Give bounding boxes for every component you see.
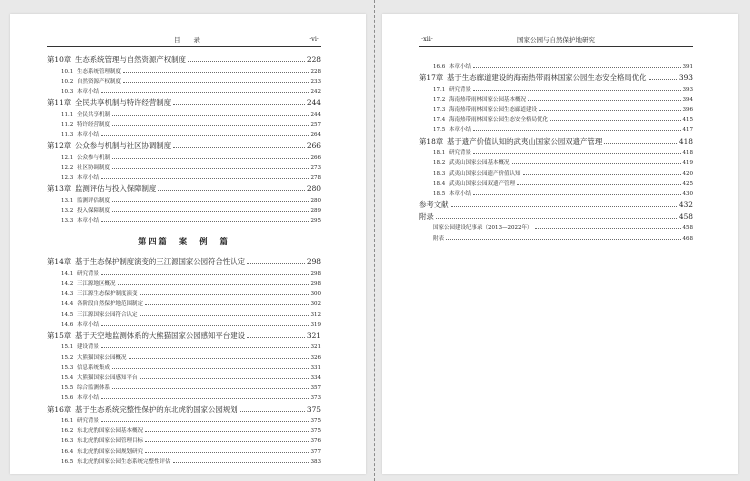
entry-title: 监测评估制度 xyxy=(77,197,111,204)
entry-page-number: 393 xyxy=(678,73,693,83)
entry-page-number: 432 xyxy=(678,200,693,210)
entry-number: 12.3 xyxy=(61,175,74,181)
toc-entry-section xyxy=(47,342,321,352)
entry-title: 武夷山国家公园遗产价值认知 xyxy=(449,170,521,177)
toc-entry-sub xyxy=(419,234,693,245)
toc-entry-section xyxy=(419,189,693,199)
toc-entry-section xyxy=(419,169,693,179)
entry-title: 全民共享机制与特许经营制度 xyxy=(75,98,172,108)
right-header-title: 国家公园与自然保护地研究 xyxy=(517,36,595,44)
entry-number: 10.2 xyxy=(61,78,74,85)
entry-title: 监测评估与投入保障制度 xyxy=(75,184,157,194)
leader-dots xyxy=(145,303,308,305)
toc-entry-section xyxy=(419,62,693,72)
toc-entry-section xyxy=(419,125,693,135)
toc-entry-section xyxy=(47,196,321,206)
entry-number: 第12章 xyxy=(47,141,72,151)
entry-number: 14.4 xyxy=(61,301,74,308)
entry-title: 武夷山国家公园基本概况 xyxy=(449,160,510,167)
entry-title: 投入保障制度 xyxy=(77,207,111,214)
entry-page-number: 300 xyxy=(310,291,321,298)
entry-title: 基于生态系统完整性保护的东北虎豹国家公园规划 xyxy=(75,404,238,414)
entry-number: 15.3 xyxy=(61,364,74,371)
toc-entry-section xyxy=(47,426,321,436)
entry-page-number: 295 xyxy=(310,218,321,225)
leader-dots xyxy=(101,420,308,422)
leader-dots xyxy=(101,397,308,399)
leader-dots xyxy=(112,124,308,126)
entry-title: 本章小结 xyxy=(77,88,100,95)
leader-dots xyxy=(173,103,305,105)
leader-dots xyxy=(101,273,308,275)
entry-number: 16.3 xyxy=(61,438,74,445)
entry-title: 综合监测体系 xyxy=(77,385,111,392)
page-divider xyxy=(374,0,375,481)
leader-dots xyxy=(451,205,677,207)
entry-number: 第16章 xyxy=(47,404,72,414)
entry-page-number: 331 xyxy=(310,364,321,371)
leader-dots xyxy=(123,71,308,73)
toc-entry-chapter xyxy=(47,97,321,110)
leader-dots xyxy=(436,217,677,219)
entry-number: 18.4 xyxy=(433,180,446,187)
leader-dots xyxy=(101,346,308,348)
toc-entry-chapter xyxy=(47,183,321,196)
toc-entry-section xyxy=(47,216,321,226)
entry-number: 18.3 xyxy=(433,170,446,177)
leader-dots xyxy=(473,193,680,195)
entry-number: 16.4 xyxy=(61,448,74,455)
entry-number: 第18章 xyxy=(419,136,444,146)
entry-page-number: 266 xyxy=(310,154,321,161)
entry-page-number: 242 xyxy=(310,88,321,95)
entry-title: 自然资源产权制度 xyxy=(77,78,122,85)
leader-dots xyxy=(112,167,308,169)
toc-entry-section xyxy=(47,363,321,373)
leader-dots xyxy=(145,430,308,432)
leader-dots xyxy=(112,157,308,159)
entry-page-number: 458 xyxy=(682,225,693,232)
entry-title: 海南热带雨林国家公园生态廊道建设 xyxy=(449,107,538,114)
entry-title: 全民共享机制 xyxy=(77,111,111,118)
toc-entry-section xyxy=(419,148,693,158)
toc-entry-section xyxy=(419,158,693,168)
entry-page-number: 326 xyxy=(310,354,321,361)
toc-entry-section xyxy=(47,373,321,383)
toc-entry-section xyxy=(47,383,321,393)
entry-page-number: 266 xyxy=(306,141,321,151)
entry-title: 三江源生态保护制度演变 xyxy=(77,291,138,298)
entry-page-number: 321 xyxy=(306,330,321,340)
entry-title: 本章小结 xyxy=(77,131,100,138)
entry-title: 本章小结 xyxy=(449,190,472,197)
left-page xyxy=(10,14,366,474)
entry-page-number: 373 xyxy=(310,395,321,402)
toc-entry-chapter xyxy=(47,54,321,67)
toc-entry-chapter xyxy=(47,330,321,343)
entry-number: 第13章 xyxy=(47,184,72,194)
entry-title: 基于遗产价值认知的武夷山国家公园双遗产管理 xyxy=(447,136,603,146)
toc-entry-chapter xyxy=(419,136,693,149)
entry-title: 社区协调制度 xyxy=(77,164,111,171)
toc-entry-section xyxy=(47,153,321,163)
entry-title: 附表 xyxy=(433,235,445,242)
leader-dots xyxy=(523,173,681,175)
entry-page-number: 319 xyxy=(310,321,321,328)
entry-number: 10.3 xyxy=(61,88,74,95)
entry-page-number: 321 xyxy=(310,344,321,351)
entry-number: 11.3 xyxy=(61,131,74,138)
leader-dots xyxy=(473,66,680,68)
entry-title: 研究背景 xyxy=(449,150,472,157)
toc-entry-section xyxy=(47,120,321,130)
entry-number: 18.2 xyxy=(433,160,446,167)
entry-title: 武夷山国家公园双遗产管理 xyxy=(449,180,516,187)
entry-title: 公众参与机制 xyxy=(77,154,111,161)
toc-entry-section xyxy=(47,163,321,173)
toc-entry-section xyxy=(47,279,321,289)
leader-dots xyxy=(145,451,308,453)
toc-entry-chapter xyxy=(47,140,321,153)
toc-entry-chapter xyxy=(47,256,321,269)
entry-title: 本章小结 xyxy=(449,127,472,134)
leader-dots xyxy=(173,461,309,463)
entry-title: 本章小结 xyxy=(77,321,100,328)
leader-dots xyxy=(240,410,305,412)
entry-number: 第10章 xyxy=(47,55,72,64)
entry-title: 研究背景 xyxy=(77,418,100,424)
entry-page-number: 468 xyxy=(682,235,693,242)
entry-page-number: 257 xyxy=(310,121,321,128)
entry-number: 第15章 xyxy=(47,330,72,340)
leader-dots xyxy=(473,89,680,91)
entry-number: 10.1 xyxy=(61,68,74,75)
entry-title: 三江源地区概况 xyxy=(77,280,116,287)
entry-number: 14.2 xyxy=(61,280,74,287)
entry-page-number: 420 xyxy=(682,170,693,177)
toc-entry-plain xyxy=(419,199,693,211)
entry-number: 17.1 xyxy=(433,86,446,93)
entry-page-number: 415 xyxy=(682,117,693,124)
entry-page-number: 273 xyxy=(310,164,321,171)
leader-dots xyxy=(173,146,305,148)
entry-page-number: 244 xyxy=(310,111,321,118)
entry-title: 三江源国家公园符合认定 xyxy=(77,311,138,318)
toc-entry-section xyxy=(419,179,693,189)
leader-dots xyxy=(140,293,309,295)
entry-number: 11.2 xyxy=(61,121,74,128)
entry-page-number: 417 xyxy=(682,127,693,134)
right-page xyxy=(382,14,738,474)
entry-page-number: 280 xyxy=(306,184,321,194)
entry-page-number: 377 xyxy=(310,448,321,455)
leader-dots xyxy=(101,324,308,326)
leader-dots xyxy=(112,114,308,116)
leader-dots xyxy=(517,183,680,185)
entry-page-number: 289 xyxy=(310,207,321,214)
entry-number: 17.5 xyxy=(433,127,446,134)
entry-page-number: 376 xyxy=(310,438,321,445)
toc-entry-section xyxy=(47,447,321,457)
entry-title: 大熊猫国家公园概况 xyxy=(77,354,127,361)
entry-page-number: 228 xyxy=(310,68,321,75)
entry-page-number: 458 xyxy=(678,212,693,222)
leader-dots xyxy=(473,152,680,154)
leader-dots xyxy=(188,60,305,62)
toc-entry-section xyxy=(419,85,693,95)
leader-dots xyxy=(118,283,309,285)
entry-number: 14.6 xyxy=(61,321,74,328)
entry-number: 14.5 xyxy=(61,311,74,318)
leader-dots xyxy=(112,200,308,202)
toc-entry-section xyxy=(47,77,321,87)
entry-number: 14.1 xyxy=(61,270,74,277)
entry-page-number: 298 xyxy=(310,280,321,287)
entry-page-number: 298 xyxy=(306,257,321,267)
entry-number: 15.5 xyxy=(61,385,74,392)
entry-page-number: 375 xyxy=(306,404,321,414)
entry-number: 14.3 xyxy=(61,291,74,298)
entry-title: 信息系统集成 xyxy=(77,364,111,371)
entry-number: 第11章 xyxy=(47,98,72,108)
entry-page-number: 393 xyxy=(682,86,693,93)
entry-title: 本章小结 xyxy=(449,64,472,70)
entry-page-number: 264 xyxy=(310,131,321,138)
leader-dots xyxy=(129,357,309,359)
entry-title: 基于天空地监测体系的大熊猫国家公园感知平台建设 xyxy=(75,330,245,340)
entry-title: 东北虎豹国家公园规划研究 xyxy=(77,448,144,455)
toc-entry-chapter xyxy=(419,72,693,85)
entry-title: 附录 xyxy=(419,212,434,222)
entry-title: 研究背景 xyxy=(449,86,472,93)
leader-dots xyxy=(446,238,680,240)
entry-page-number: 394 xyxy=(682,96,693,103)
entry-number: 13.3 xyxy=(61,218,74,225)
entry-title: 研究背景 xyxy=(77,270,100,277)
entry-number: 13.1 xyxy=(61,197,74,204)
entry-page-number: 280 xyxy=(310,197,321,204)
leader-dots xyxy=(535,227,681,229)
leader-dots xyxy=(649,78,677,80)
leader-dots xyxy=(473,129,680,131)
toc-list-left xyxy=(47,54,321,467)
entry-page-number: 357 xyxy=(310,385,321,392)
entry-number: 17.2 xyxy=(433,96,446,103)
leader-dots xyxy=(158,189,305,191)
entry-number: 12.1 xyxy=(61,154,74,161)
leader-dots xyxy=(101,177,308,179)
entry-title: 本章小结 xyxy=(77,395,100,402)
entry-number: 13.2 xyxy=(61,207,74,214)
left-page-header xyxy=(47,34,321,47)
toc-entry-plain xyxy=(419,211,693,223)
toc-entry-section xyxy=(47,416,321,426)
entry-number: 第14章 xyxy=(47,257,72,267)
entry-number: 16.6 xyxy=(433,64,446,70)
toc-entry-section xyxy=(47,269,321,279)
toc-list-right xyxy=(419,62,693,244)
leader-dots xyxy=(604,142,677,144)
entry-number: 16.2 xyxy=(61,428,74,435)
entry-page-number: 298 xyxy=(310,270,321,277)
entry-number: 18.5 xyxy=(433,190,446,197)
entry-number: 17.3 xyxy=(433,107,446,114)
toc-entry-section xyxy=(419,115,693,125)
entry-title: 基于生态保护制度演变的三江源国家公园符合性认定 xyxy=(75,257,245,267)
entry-title: 东北虎豹国家公园基本概况 xyxy=(77,428,144,435)
entry-page-number: 375 xyxy=(310,418,321,424)
toc-entry-section xyxy=(47,289,321,299)
toc-entry-section xyxy=(419,95,693,105)
toc-entry-sub xyxy=(419,223,693,234)
leader-dots xyxy=(247,262,305,264)
entry-page-number: 278 xyxy=(310,175,321,181)
leader-dots xyxy=(140,314,309,316)
entry-title: 公众参与机制与社区协调制度 xyxy=(75,141,172,151)
toc-entry-section xyxy=(47,130,321,140)
leader-dots xyxy=(112,387,308,389)
entry-number: 18.1 xyxy=(433,150,446,157)
leader-dots xyxy=(140,377,309,379)
leader-dots xyxy=(550,119,680,121)
entry-page-number: 418 xyxy=(682,150,693,157)
entry-number: 17.4 xyxy=(433,117,446,124)
entry-title: 东北虎豹国家公园生态系统完整性评估 xyxy=(77,458,171,465)
entry-number: 16.1 xyxy=(61,418,74,424)
left-header-title: 目 录 xyxy=(174,36,200,44)
entry-title: 特许经营制度 xyxy=(77,121,111,128)
entry-page-number: 396 xyxy=(682,107,693,114)
toc-entry-section xyxy=(47,353,321,363)
entry-page-number: 419 xyxy=(682,160,693,167)
entry-page-number: 375 xyxy=(310,428,321,435)
entry-title: 本章小结 xyxy=(77,218,100,225)
toc-entry-section xyxy=(47,299,321,309)
entry-page-number: 430 xyxy=(682,190,693,197)
entry-title: 东北虎豹国家公园管理目标 xyxy=(77,438,144,445)
toc-entry-chapter xyxy=(47,404,321,417)
leader-dots xyxy=(112,210,308,212)
entry-title: 大熊猫国家公园感知平台 xyxy=(77,374,138,381)
toc-entry-section xyxy=(47,206,321,216)
entry-page-number: 244 xyxy=(306,98,321,108)
entry-title: 本章小结 xyxy=(77,175,100,181)
entry-title: 生态系统管理制度 xyxy=(77,68,122,75)
entry-title: 海南热带雨林国家公园基本概况 xyxy=(449,96,527,103)
leader-dots xyxy=(123,81,308,83)
entry-page-number: 228 xyxy=(306,55,321,64)
entry-page-number: 312 xyxy=(310,311,321,318)
leader-dots xyxy=(101,134,308,136)
part-title: 第四篇 案 例 篇 xyxy=(138,236,230,247)
leader-dots xyxy=(101,91,308,93)
entry-title: 参考文献 xyxy=(419,200,449,210)
entry-title: 各阶段自然保护地范围制定 xyxy=(77,301,144,308)
entry-title: 生态系统管理与自然资源产权制度 xyxy=(75,55,186,64)
toc-entry-section xyxy=(47,87,321,97)
entry-page-number: 302 xyxy=(310,301,321,308)
leader-dots xyxy=(145,440,308,442)
entry-number: 15.4 xyxy=(61,374,74,381)
toc-entry-section xyxy=(47,457,321,467)
toc-entry-section xyxy=(47,310,321,320)
left-header-page-number: ·vi· xyxy=(309,35,319,43)
entry-number: 第17章 xyxy=(419,73,444,83)
entry-title: 基于生态廊道建设的海南热带雨林国家公园生态安全格局优化 xyxy=(447,73,647,83)
entry-page-number: 391 xyxy=(682,64,693,70)
entry-page-number: 425 xyxy=(682,180,693,187)
entry-page-number: 334 xyxy=(310,374,321,381)
entry-number: 15.6 xyxy=(61,395,74,402)
entry-title: 建设背景 xyxy=(77,344,100,351)
entry-number: 15.1 xyxy=(61,344,74,351)
entry-number: 15.2 xyxy=(61,354,74,361)
right-page-header xyxy=(419,34,693,47)
toc-entry-section xyxy=(47,320,321,330)
toc-entry-section xyxy=(419,105,693,115)
entry-number: 12.2 xyxy=(61,164,74,171)
entry-page-number: 383 xyxy=(310,458,321,465)
leader-dots xyxy=(101,220,308,222)
leader-dots xyxy=(539,109,680,111)
entry-page-number: 418 xyxy=(678,136,693,146)
leader-dots xyxy=(512,162,681,164)
toc-entry-section xyxy=(47,110,321,120)
entry-title: 国家公园建设纪事录（2013—2022年） xyxy=(433,225,533,232)
toc-entry-section xyxy=(47,173,321,183)
entry-number: 16.5 xyxy=(61,458,74,465)
leader-dots xyxy=(528,99,680,101)
toc-entry-section xyxy=(47,67,321,77)
leader-dots xyxy=(112,367,308,369)
entry-number: 11.1 xyxy=(61,111,74,118)
leader-dots xyxy=(247,336,305,338)
toc-entry-section xyxy=(47,393,321,403)
entry-page-number: 233 xyxy=(310,78,321,85)
toc-entry-section xyxy=(47,436,321,446)
entry-title: 海南热带雨林国家公园生态安全格局优化 xyxy=(449,117,549,124)
right-header-page-number: ·xii· xyxy=(421,35,433,43)
